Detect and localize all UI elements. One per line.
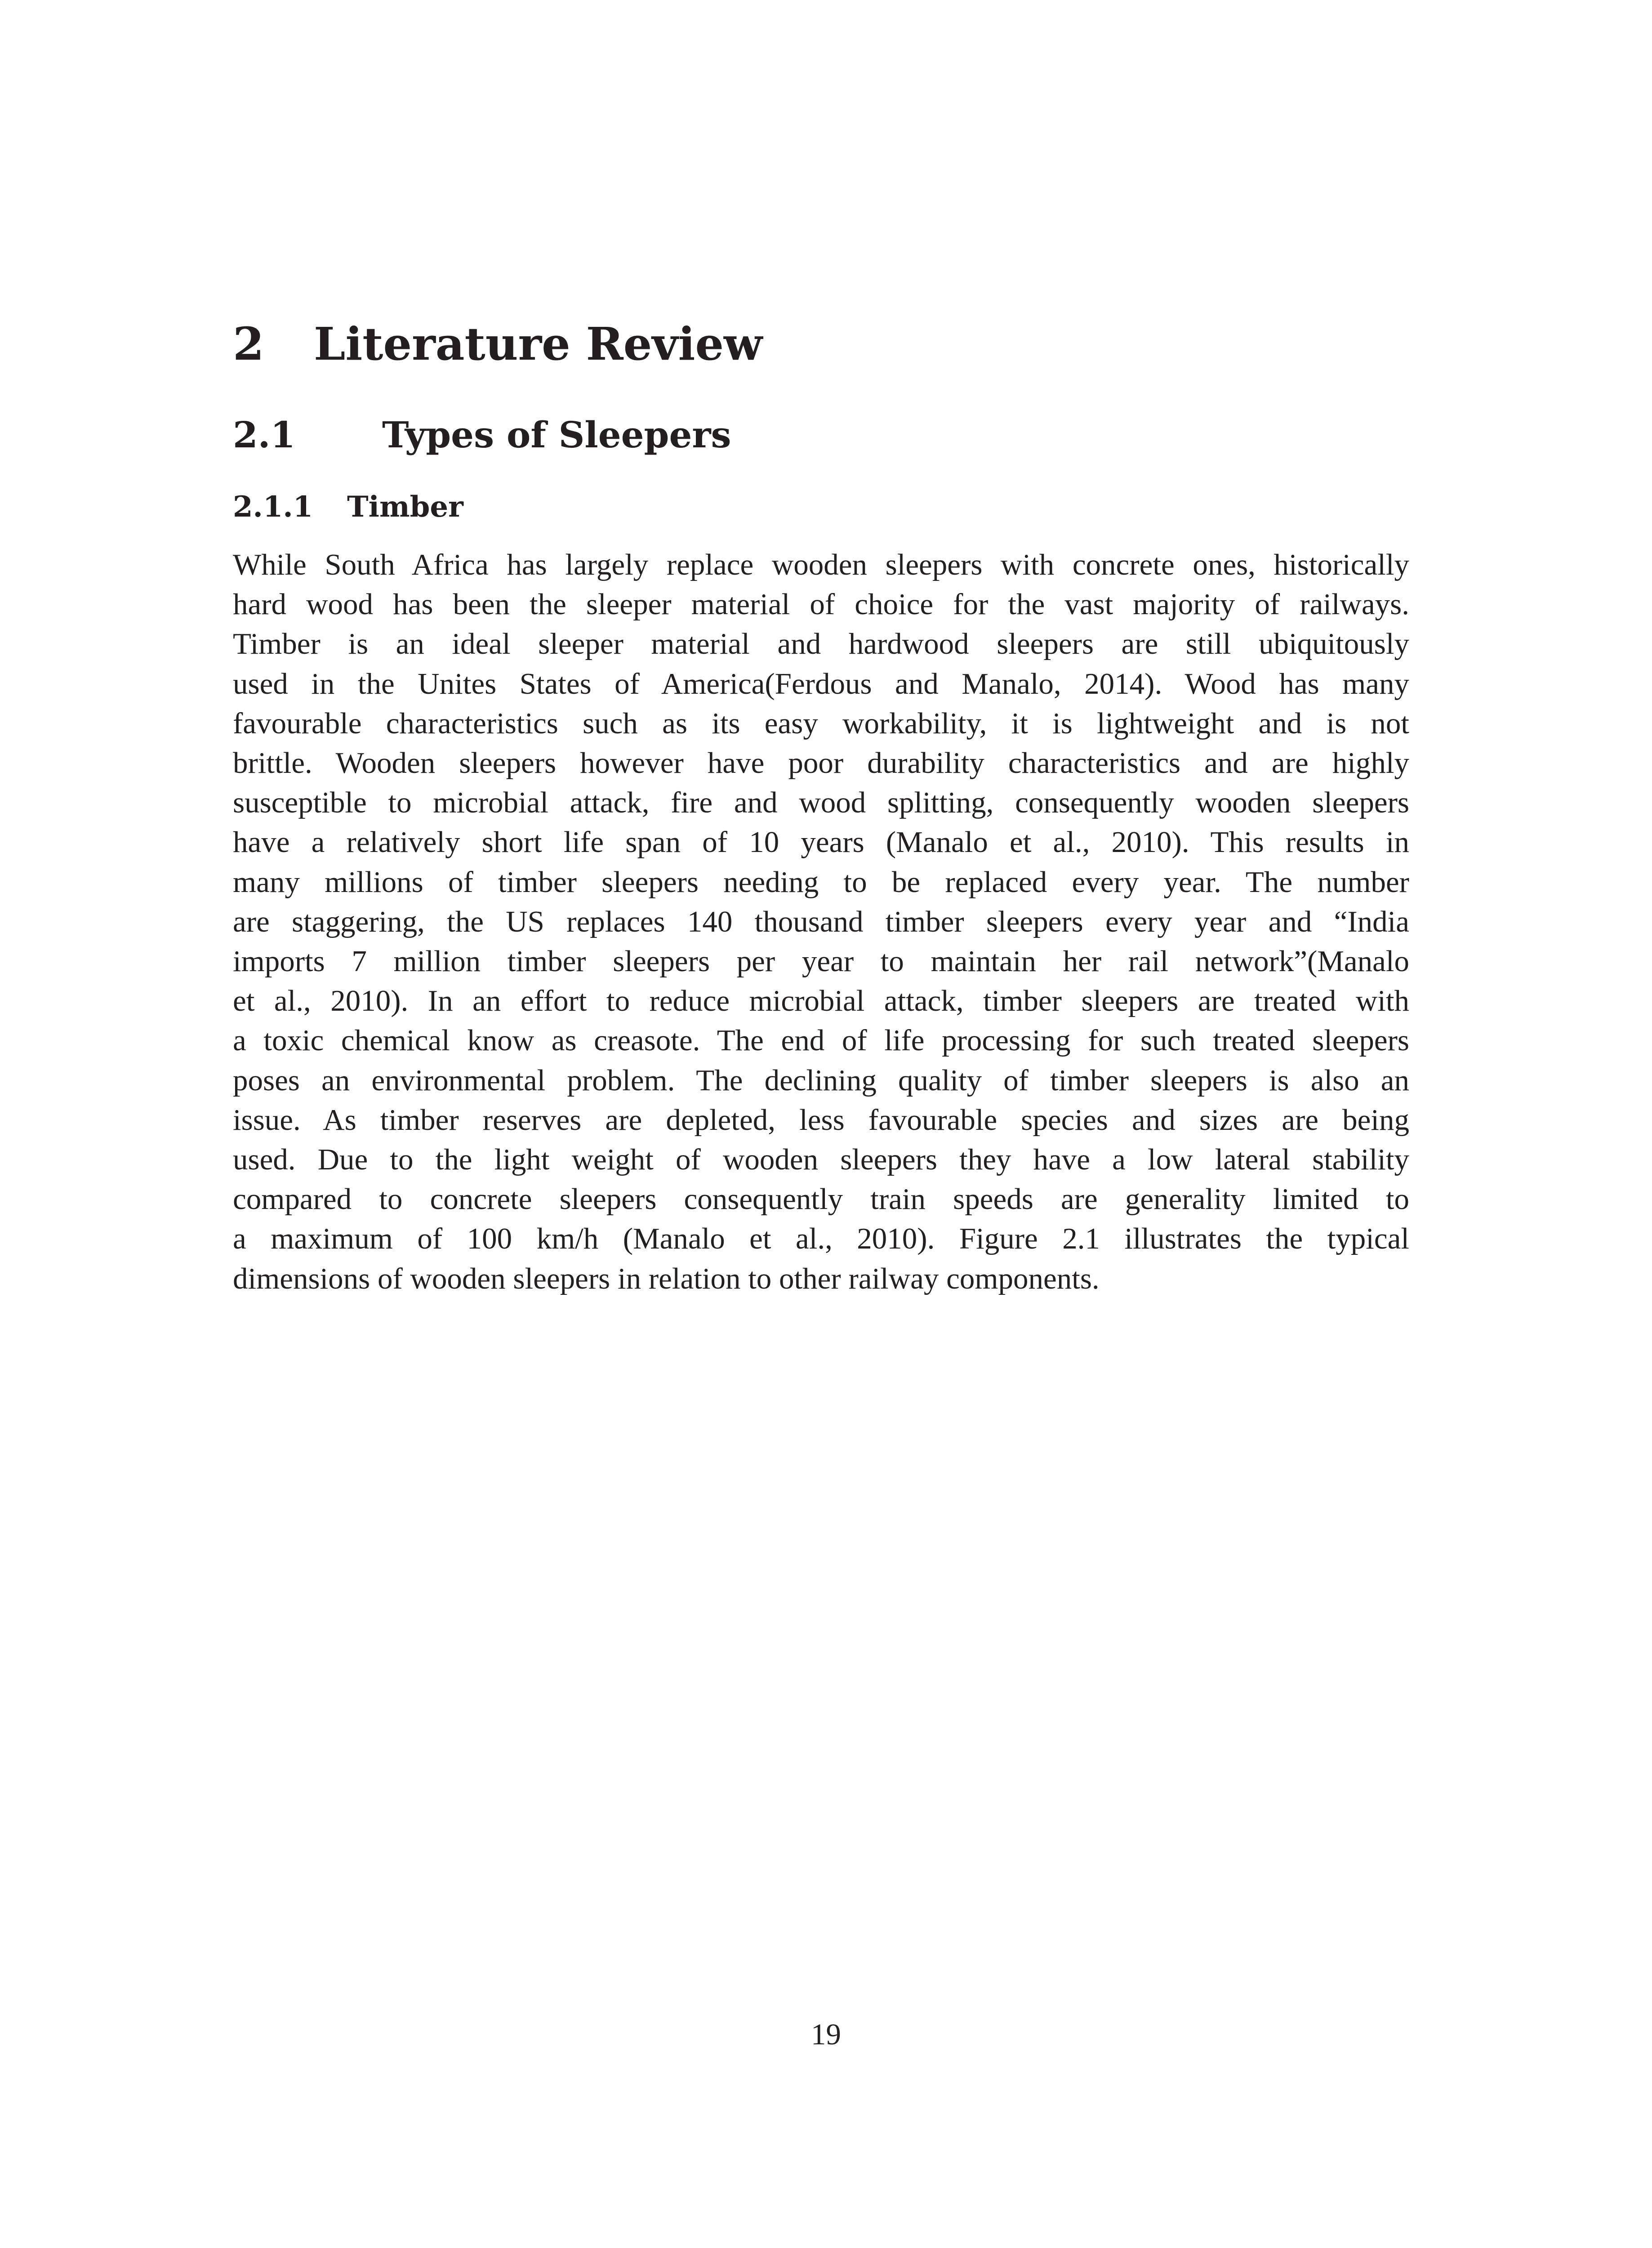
paragraph-line: imports 7 million timber sleepers per year to maintain her rail network”(Manalo: [233, 945, 1409, 978]
paragraph-line: many millions of timber sleepers needing to be replaced every year. The number: [233, 865, 1409, 899]
paragraph-line: a toxic chemical know as creasote. The end of life processing for such treated sleepers: [233, 1024, 1409, 1057]
paragraph-line: While South Africa has largely replace wooden sleepers with concrete ones, historically: [233, 548, 1409, 581]
chapter-heading: [233, 315, 762, 373]
paragraph-line: are staggering, the US replaces 140 thousand timber sleepers every year and “India: [233, 905, 1409, 938]
paragraph-line: compared to concrete sleepers consequently train speeds are generality limited to: [233, 1182, 1409, 1216]
paragraph-line: hard wood has been the sleeper material of choice for the vast majority of railways.: [233, 588, 1409, 621]
paragraph-line: poses an environmental problem. The declining quality of timber sleepers is also an: [233, 1063, 1409, 1097]
section-number: 2.1: [233, 414, 296, 456]
section-title: Types of Sleepers: [382, 414, 731, 456]
paragraph-line: issue. As timber reserves are depleted, less favourable species and sizes are being: [233, 1103, 1409, 1137]
subsection-heading: [233, 487, 463, 527]
paragraph-line: brittle. Wooden sleepers however have poor durability characteristics and are highly: [233, 746, 1409, 780]
subsection-title: Timber: [347, 490, 463, 524]
subsection-number: 2.1.1: [233, 490, 313, 524]
chapter-number: 2: [233, 317, 264, 370]
chapter-title: Literature Review: [314, 317, 763, 370]
paragraph-line: dimensions of wooden sleepers in relation to other railway components.: [233, 1262, 1100, 1295]
paragraph-line: a maximum of 100 km/h (Manalo et al., 2010). Figure 2.1 illustrates the typical: [233, 1222, 1409, 1256]
paragraph-line: susceptible to microbial attack, fire and wood splitting, consequently wooden sleepers: [233, 786, 1409, 820]
paragraph-line: Timber is an ideal sleeper material and hardwood sleepers are still ubiquitously: [233, 627, 1409, 661]
page-number: 19: [811, 2018, 841, 2051]
section-heading: [233, 410, 731, 459]
paragraph-line: used. Due to the light weight of wooden sleepers they have a low lateral stability: [233, 1143, 1409, 1177]
paragraph-line: used in the Unites States of America(Ferdous and Manalo, 2014). Wood has many: [233, 667, 1409, 700]
body-paragraph: [233, 545, 1409, 1298]
paragraph-line: et al., 2010). In an effort to reduce microbial attack, timber sleepers are treated with: [233, 984, 1409, 1018]
paragraph-line: favourable characteristics such as its easy workability, it is lightweight and is not: [233, 706, 1409, 740]
paragraph-line: have a relatively short life span of 10 years (Manalo et al., 2010). This results in: [233, 825, 1409, 859]
